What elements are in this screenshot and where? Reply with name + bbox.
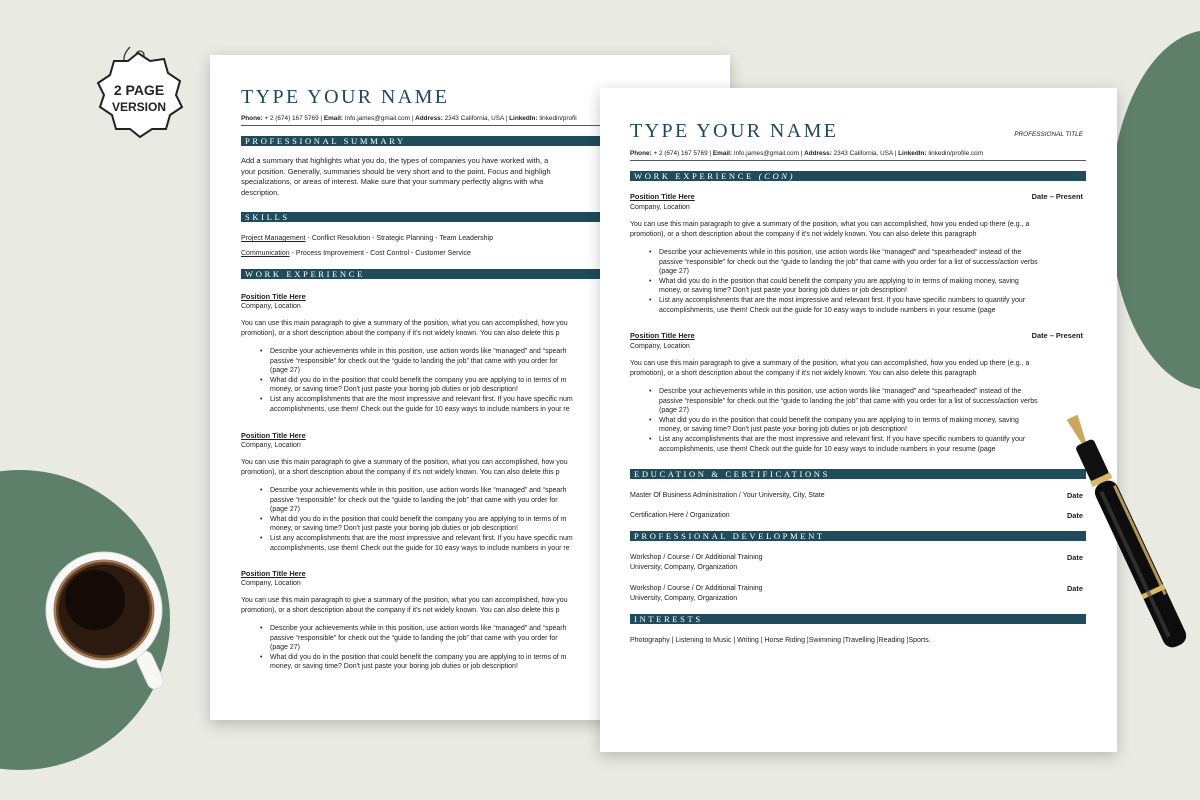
list-item: • What did you do in the position that could benefit the company you are applying to in terms of making money, saving money, or saving time? Don't just paste your boring job duties or job description! xyxy=(630,416,1038,435)
page2-development-item-1: Workshop / Course / Or Additional Training University, Company, Organization xyxy=(630,554,763,571)
page2-job2-paragraph: You can use this main paragraph to give a summary of the position, what you can accomplished, how you ended up there (e.g., a promotion), or a short description about the company if it's not widely known. You can also delete this paragraph xyxy=(630,360,1030,377)
list-item: • What did you do in the position that could benefit the company you are applying to in terms of m money, or saving time? Don't just paste your boring job duties or job description! xyxy=(241,376,573,395)
page2-job1-title: Position Title Here xyxy=(630,192,695,201)
page1-job1-bullets xyxy=(241,347,573,414)
page1-job2-bullets xyxy=(241,486,573,553)
page2-job2-title: Position Title Here xyxy=(630,331,695,340)
page1-name: TYPE YOUR NAME xyxy=(241,86,450,108)
page1-summary-heading: PROFESSIONAL SUMMARY xyxy=(241,136,730,146)
page1-job2-company: Company, Location xyxy=(241,442,301,449)
right-green-blob xyxy=(1110,30,1200,390)
page1-job3-paragraph: You can use this main paragraph to give a summary of the position, what you can accomplished, how you promotion), or a short description about the company if it's not widely known. You can also delete this p xyxy=(241,597,568,614)
page2-job1-company: Company, Location xyxy=(630,204,690,211)
page2-job2-company: Company, Location xyxy=(630,343,690,350)
list-item: • Describe your achievements while in this position, use action words like “managed” and “spearh passive “responsible” for check out the “guide to landing the job” that came with you order for (page 27) xyxy=(241,624,567,653)
page2-development-date-2: Date xyxy=(1066,584,1083,593)
page2-education-item-2: Certification Here / Organization xyxy=(630,512,730,519)
page1-job3-bullets xyxy=(241,624,567,672)
page2-development-heading: PROFESSIONAL DEVELOPMENT xyxy=(630,531,1086,541)
page1-summary: Add a summary that highlights what you do, the types of companies you have worked with, a your position. Generally, summaries should be very short and to the point. Focus and highligh specializations, or areas of interest. Make sure that your summary perfectly aligns with wha description. xyxy=(241,156,551,197)
page1-job2-paragraph: You can use this main paragraph to give a summary of the position, what you can accomplished, how you promotion), or a short description about the company if it's not widely known. You can also delete this p xyxy=(241,459,568,476)
page2-education-heading: EDUCATION & CERTIFICATIONS xyxy=(630,469,1086,479)
page2-job1-date: Date – Present xyxy=(1031,192,1083,201)
list-item: • List any accomplishments that are the most impressive and relevant first. If you have specific numbers to quantify your accomplishments, use them! Check out the guide for 10 easy ways to include numbers in your resume (page xyxy=(630,296,1038,315)
resume-page-2 xyxy=(600,88,1117,752)
page1-job1-title: Position Title Here xyxy=(241,292,306,301)
page2-education-date-2: Date xyxy=(1066,511,1083,520)
page1-job3-title: Position Title Here xyxy=(241,569,306,578)
list-item: • List any accomplishments that are the most impressive and relevant first. If you have specific num accomplishments, use them! Check out the guide for 10 easy ways to include numbers in your re xyxy=(241,534,573,553)
list-item: • List any accomplishments that are the most impressive and relevant first. If you have specific numbers to quantify your accomplishments, use them! Check out the guide for 10 easy ways to include numbers in your resume (page xyxy=(630,435,1038,454)
list-item: • Describe your achievements while in this position, use action words like “managed” and “spearheaded” instead of the passive “responsible” for check out the “guide to landing the job” that came with you order for a list of success/action verbs (page 27) xyxy=(630,387,1038,416)
page2-professional-title: PROFESSIONAL TITLE xyxy=(1014,131,1083,138)
page1-job1-paragraph: You can use this main paragraph to give a summary of the position, what you can accomplished, how you promotion), or a short description about the company if it's not widely known. You can also delete this p xyxy=(241,320,568,337)
list-item: • What did you do in the position that could benefit the company you are applying to in terms of m money, or saving time? Don't just paste your boring job duties or job description! xyxy=(241,515,573,534)
page1-job2-title: Position Title Here xyxy=(241,431,306,440)
page2-education-item-1: Master Of Business Administration / Your University, City, State xyxy=(630,492,825,499)
list-item: • List any accomplishments that are the most impressive and relevant first. If you have specific num accomplishments, use them! Check out the guide for 10 easy ways to include numbers in your re xyxy=(241,395,573,414)
page1-skill-line-1: Project Management - Conflict Resolution - Strategic Planning - Team Leadership xyxy=(241,235,494,242)
page2-job1-bullets xyxy=(630,248,1038,315)
list-item: • What did you do in the position that could benefit the company you are applying to in terms of m money, or saving time? Don't just paste your boring job duties or job description! xyxy=(241,653,567,672)
page1-skills-heading: SKILLS xyxy=(241,212,730,222)
coffee-cup-icon xyxy=(40,550,170,700)
page2-education-date-1: Date xyxy=(1066,491,1083,500)
page2-name: TYPE YOUR NAME xyxy=(630,120,839,142)
page2-development-date-1: Date xyxy=(1066,553,1083,562)
page2-job1-paragraph: You can use this main paragraph to give a summary of the position, what you can accomplished, how you ended up there (e.g., a promotion), or a short description about the company if it's not widely known. You can also delete this paragraph xyxy=(630,221,1030,238)
page2-job2-bullets xyxy=(630,387,1038,454)
fountain-pen-icon xyxy=(1055,395,1200,675)
page1-job3-company: Company, Location xyxy=(241,580,301,587)
badge-line1: 2 PAGE xyxy=(113,82,165,98)
page2-interests: Photography | Listening to Music | Writing | Horse Riding |Swimming |Travelling |Reading |Sports. xyxy=(630,637,931,644)
list-item: • Describe your achievements while in this position, use action words like “managed” and “spearh passive “responsible” for check out the “guide to landing the job” that came with you order for (page 27) xyxy=(241,347,573,376)
badge-line2: VERSION xyxy=(111,100,167,114)
list-item: • Describe your achievements while in this position, use action words like “managed” and “spearh passive “responsible” for check out the “guide to landing the job” that came with you order for (page 27) xyxy=(241,486,573,515)
page2-job2-date: Date – Present xyxy=(1031,331,1083,340)
page2-work-heading: WORK EXPERIENCE (CON) xyxy=(630,171,1086,181)
list-item: • What did you do in the position that could benefit the company you are applying to in terms of making money, saving money, or saving time? Don't just paste your boring job duties or job description! xyxy=(630,277,1038,296)
page1-skill-line-2: Communication - Process Improvement - Cost Control - Customer Service xyxy=(241,250,471,257)
two-page-badge xyxy=(92,43,184,139)
page2-interests-heading: INTERESTS xyxy=(630,614,1086,624)
page1-work-heading: WORK EXPERIENCE xyxy=(241,269,730,279)
page2-header-rule xyxy=(630,160,1086,161)
page2-development-item-2: Workshop / Course / Or Additional Training University, Company, Organization xyxy=(630,585,763,602)
page1-contact-line: Phone: + 2 (674) 167 5769 | Email: Info.james@gmail.com | Address: 2343 California, USA | LinkedIn: linkedin/profil xyxy=(241,115,577,122)
page2-contact-line: Phone: + 2 (674) 167 5769 | Email: Info.james@gmail.com | Address: 2343 California, USA | LinkedIn: linkedin/profile.com xyxy=(630,150,984,157)
list-item: • Describe your achievements while in this position, use action words like “managed” and “spearheaded” instead of the passive “responsible” for check out the “guide to landing the job” that came with you order for a list of success/action verbs (page 27) xyxy=(630,248,1038,277)
page1-job1-company: Company, Location xyxy=(241,303,301,310)
